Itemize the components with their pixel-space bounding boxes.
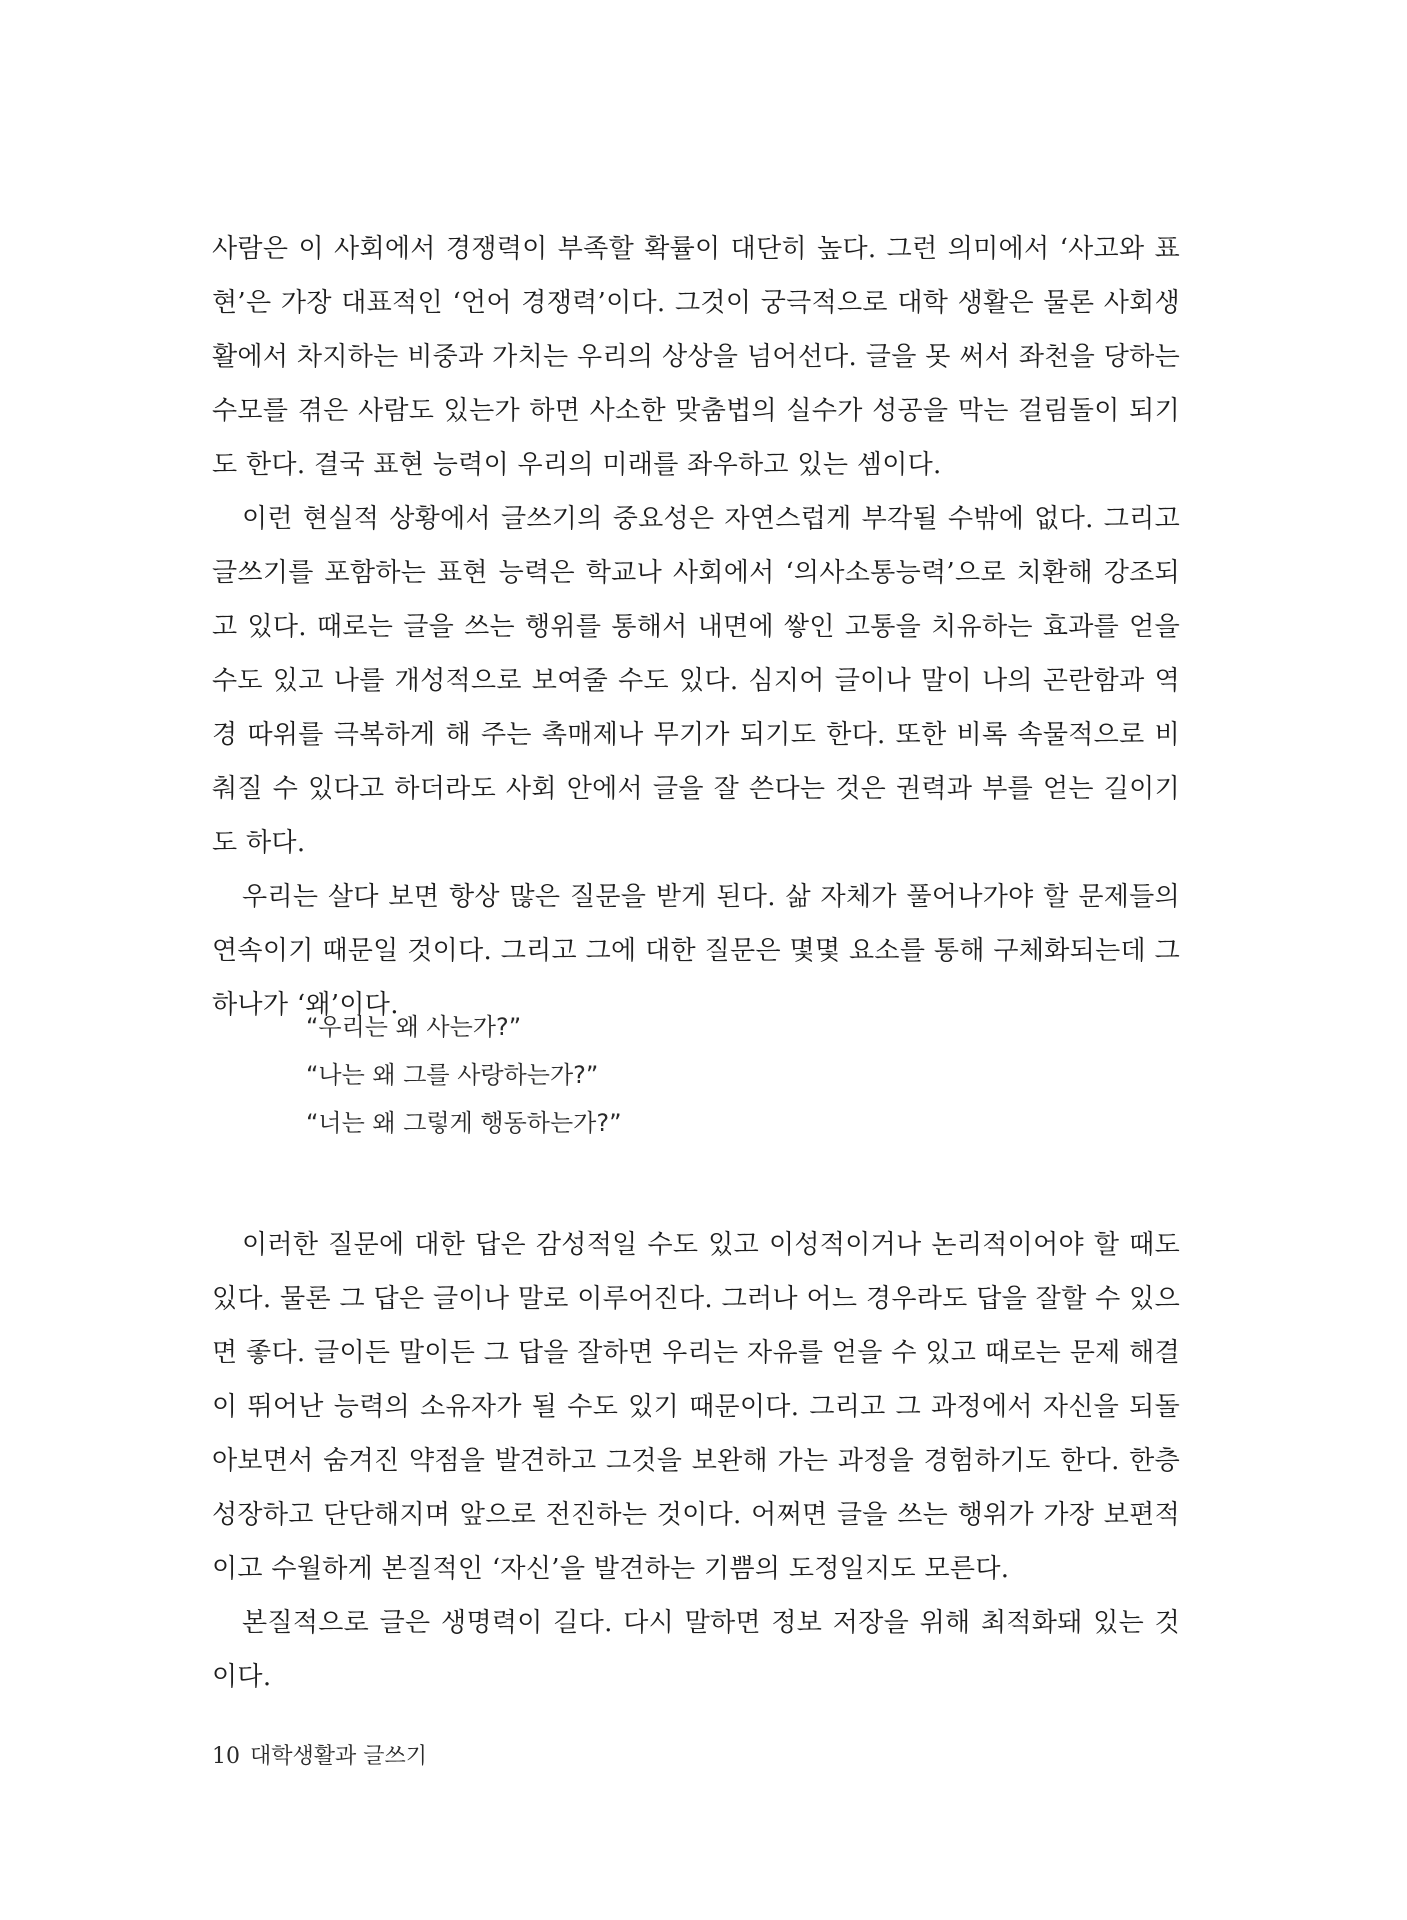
- paragraph: 이러한 질문에 대한 답은 감성적일 수도 있고 이성적이거나 논리적이어야 할 때도 있다. 물론 그 답은 글이나 말로 이루어진다. 그러나 어느 경우라도 답을 잘할 수 있으면 좋다. 글이든 말이든 그 답을 잘하면 우리는 자유를 얻을 수 있고 때로는 문제 해결이 뛰어난 능력의 소유자가 될 수도 있기 때문이다. 그리고 그 과정에서 자신을 되돌아보면서 숨겨진 약점을 발견하고 그것을 보완해 가는 과정을 경험하기도 한다. 한층 성장하고 단단해지며 앞으로 전진하는 것이다. 어쩌면 글을 쓰는 행위가 가장 보편적이고 수월하게 본질적인 ‘자신’을 발견하는 기쁨의 도정일지도 모른다.: [212, 1230, 1180, 1584]
- quote-line: “우리는 왜 사는가?”: [306, 1013, 522, 1041]
- body-text-top: [212, 222, 1180, 1032]
- paragraph: 사람은 이 사회에서 경쟁력이 부족할 확률이 대단히 높다. 그런 의미에서 ‘사고와 표현’은 가장 대표적인 ‘언어 경쟁력’이다. 그것이 궁극적으로 대학 생활은 물론 사회생활에서 차지하는 비중과 가치는 우리의 상상을 넘어선다. 글을 못 써서 좌천을 당하는 수모를 겪은 사람도 있는가 하면 사소한 맞춤법의 실수가 성공을 막는 걸림돌이 되기도 한다. 결국 표현 능력이 우리의 미래를 좌우하고 있는 셈이다.: [212, 234, 1180, 480]
- body-text-bottom: [212, 1218, 1180, 1704]
- paragraph: 이런 현실적 상황에서 글쓰기의 중요성은 자연스럽게 부각될 수밖에 없다. 그리고 글쓰기를 포함하는 표현 능력은 학교나 사회에서 ‘의사소통능력’으로 치환해 강조되고 있다. 때로는 글을 쓰는 행위를 통해서 내면에 쌓인 고통을 치유하는 효과를 얻을 수도 있고 나를 개성적으로 보여줄 수도 있다. 심지어 글이나 말이 나의 곤란함과 역경 따위를 극복하게 해 주는 촉매제나 무기가 되기도 한다. 또한 비록 속물적으로 비춰질 수 있다고 하더라도 사회 안에서 글을 잘 쓴다는 것은 권력과 부를 얻는 길이기도 하다.: [212, 504, 1180, 858]
- paragraph: 본질적으로 글은 생명력이 길다. 다시 말하면 정보 저장을 위해 최적화돼 있는 것이다.: [212, 1608, 1180, 1692]
- page-number: 10: [212, 1744, 240, 1769]
- quote-line: “너는 왜 그렇게 행동하는가?”: [306, 1109, 622, 1137]
- quote-line: “나는 왜 그를 사랑하는가?”: [306, 1061, 599, 1089]
- paragraph: 우리는 살다 보면 항상 많은 질문을 받게 된다. 삶 자체가 풀어나가야 할 문제들의 연속이기 때문일 것이다. 그리고 그에 대한 질문은 몇몇 요소를 통해 구체화되는데 그 하나가 ‘왜’이다.: [212, 882, 1180, 1020]
- quote-block: [306, 1003, 1106, 1147]
- page-footer: [212, 1739, 427, 1770]
- running-title: 대학생활과 글쓰기: [250, 1744, 428, 1769]
